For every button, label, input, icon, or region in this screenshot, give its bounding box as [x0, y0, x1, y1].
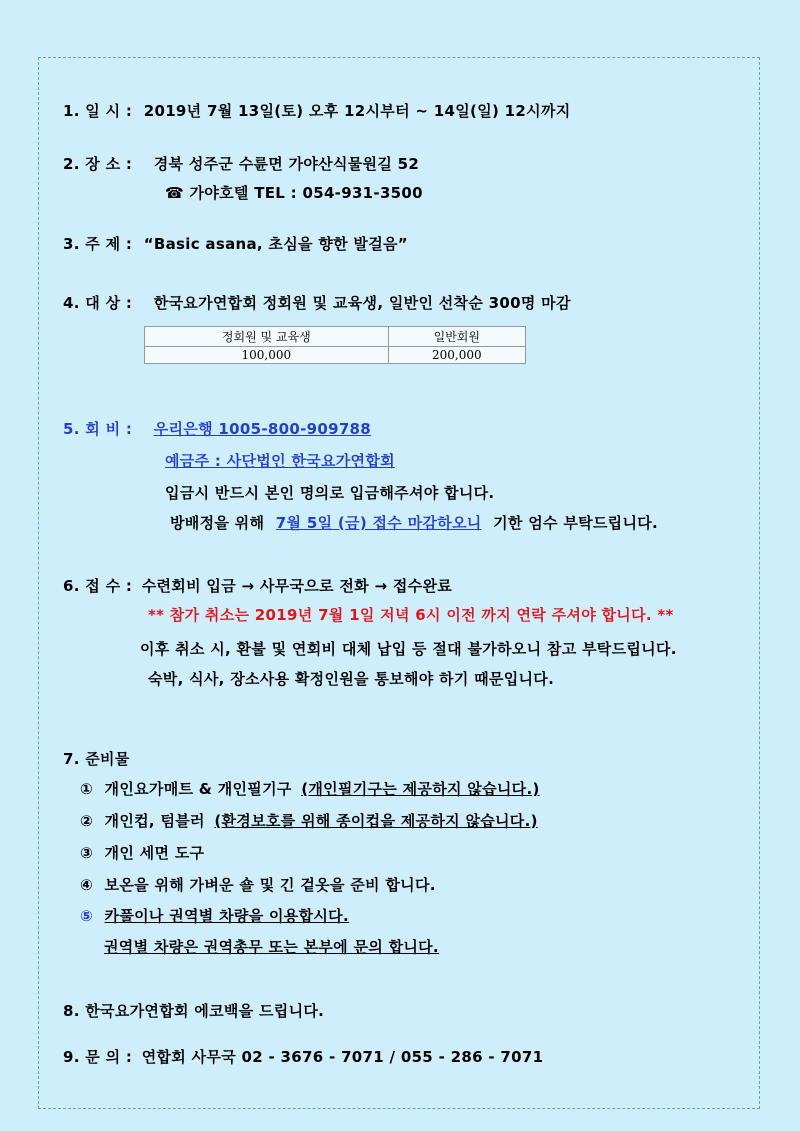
supply-num-1: ①: [80, 780, 94, 798]
fee-note-2-pre: 방배정을 위해: [170, 514, 265, 532]
supply-num-4: ④: [80, 876, 94, 894]
supply-item-1: [80, 778, 540, 799]
location-address: 경북 성주군 수륜면 가야산식물원길 52: [153, 155, 420, 173]
fee-note-1: 입금시 반드시 본인 명의로 입금해주셔야 합니다.: [165, 484, 495, 502]
supply-text-4: 보온을 위해 가벼운 숄 및 긴 겉옷을 준비 합니다.: [104, 876, 436, 894]
section-ecobag: 8. 한국요가연합회 에코백을 드립니다.: [63, 1002, 325, 1020]
section-supplies: 7. 준비물: [63, 750, 130, 768]
fee-table: [144, 326, 526, 364]
section-fee: [63, 418, 371, 439]
fee-value-member: 100,000: [145, 347, 389, 364]
location-label: 2. 장 소 :: [63, 155, 133, 173]
section-contact: [63, 1046, 543, 1067]
registration-label: 6. 접 수 :: [63, 577, 133, 595]
supply-num-5: ⑤: [80, 907, 94, 925]
schedule-label: 1. 일 시 :: [63, 102, 133, 120]
supply-text-3: 개인 세면 도구: [104, 844, 205, 862]
schedule-text: 2019년 7월 13일(토) 오후 12시부터 ~ 14일(일) 12시까지: [143, 102, 571, 120]
supply-text-1: 개인요가매트 & 개인필기구: [104, 780, 292, 798]
supply-item-4: [80, 874, 436, 895]
supply-item-5-note: 권역별 차량은 권역총무 또는 본부에 문의 합니다.: [104, 938, 439, 956]
account-holder: 예금주 : 사단법인 한국요가연합회: [165, 452, 395, 470]
supply-num-3: ③: [80, 844, 94, 862]
supply-text-5: 카풀이나 권역별 차량을 이용합시다.: [104, 907, 349, 925]
supply-paren-2: (환경보호를 위해 종이컵을 제공하지 않습니다.): [214, 812, 538, 830]
fee-deadline: 7월 5일 (금) 접수 마감하오니: [275, 514, 482, 532]
target-text: 한국요가연합회 정회원 및 교육생, 일반인 선착순 300명 마감: [153, 294, 571, 312]
supply-text-2: 개인컵, 텀블러: [104, 812, 205, 830]
section-target: [63, 292, 571, 313]
target-label: 4. 대 상 :: [63, 294, 133, 312]
bank-account: 우리은행 1005-800-909788: [153, 420, 372, 438]
cancel-note-1: 이후 취소 시, 환불 및 연회비 대체 납입 등 절대 불가하오니 참고 부탁드립니다.: [140, 640, 677, 658]
table-row: [145, 327, 526, 347]
section-location: [63, 153, 419, 174]
supply-num-2: ②: [80, 812, 94, 830]
theme-text: “Basic asana, 초심을 향한 발걸음”: [143, 235, 408, 253]
registration-text: 수련회비 입금 → 사무국으로 전화 → 접수완료: [141, 577, 453, 595]
fee-note-2-post: 기한 엄수 부탁드립니다.: [493, 514, 659, 532]
cancel-warning: ** 참가 취소는 2019년 7월 1일 저녁 6시 이전 까지 연락 주셔야 합니다. **: [148, 606, 674, 624]
contact-label: 9. 문 의 :: [63, 1048, 133, 1066]
supply-item-3: [80, 842, 204, 863]
fee-header-member: 정회원 및 교육생: [145, 327, 389, 347]
supply-item-2: [80, 810, 538, 831]
cancel-note-2: 숙박, 식사, 장소사용 확정인원을 통보해야 하기 때문입니다.: [148, 670, 555, 688]
fee-note-2: [170, 512, 658, 533]
location-hotel: ☎ 가야호텔 TEL : 054-931-3500: [165, 184, 423, 202]
fee-label: 5. 회 비 :: [63, 420, 133, 438]
section-theme: [63, 233, 408, 254]
fee-header-general: 일반회원: [388, 327, 525, 347]
theme-label: 3. 주 제 :: [63, 235, 133, 253]
contact-text: 연합회 사무국 02 - 3676 - 7071 / 055 - 286 - 7071: [141, 1048, 544, 1066]
supply-item-5: [80, 905, 349, 926]
section-schedule: [63, 100, 571, 121]
table-row: [145, 347, 526, 364]
section-registration: [63, 575, 452, 596]
supply-paren-1: (개인필기구는 제공하지 않습니다.): [301, 780, 540, 798]
fee-value-general: 200,000: [388, 347, 525, 364]
